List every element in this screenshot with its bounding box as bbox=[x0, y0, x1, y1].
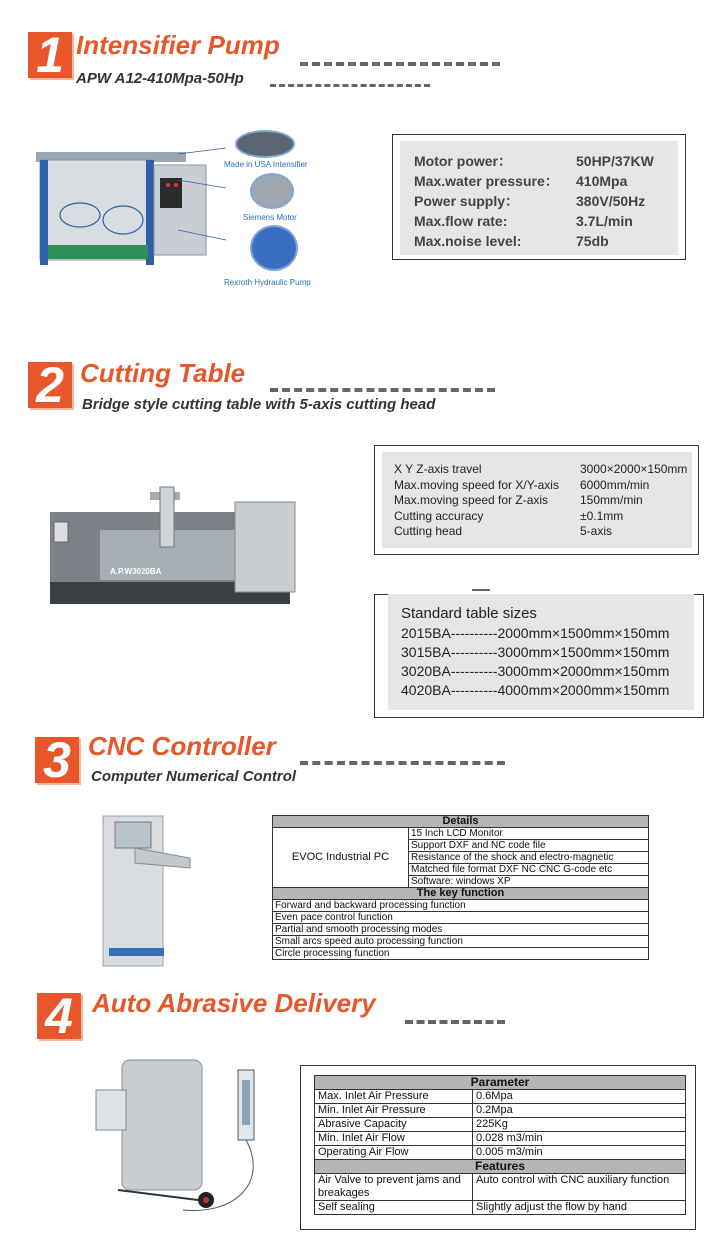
spec-value: 150mm/min bbox=[580, 493, 643, 507]
frame-line bbox=[374, 717, 704, 718]
divider-dashed bbox=[300, 761, 505, 765]
section-number-4: 4 bbox=[37, 993, 81, 1039]
section-subtitle: Bridge style cutting table with 5-axis cutting head bbox=[82, 396, 436, 413]
key-function-cell: Even pace control function bbox=[273, 912, 649, 924]
spec-value: 3.7L/min bbox=[576, 213, 633, 229]
spec-label: Max.flow rate: bbox=[414, 213, 508, 229]
frame-line bbox=[374, 445, 375, 555]
feature-label: Self sealing bbox=[315, 1201, 473, 1215]
spec-label: Max.moving speed for Z-axis bbox=[394, 493, 549, 507]
frame-line bbox=[300, 1065, 696, 1066]
siemens-motor-thumbnail bbox=[250, 173, 294, 209]
rexroth-pump-thumbnail bbox=[250, 225, 298, 271]
spec-label: X Y Z-axis travel bbox=[394, 462, 482, 476]
frame-line bbox=[374, 445, 699, 446]
divider-dashed bbox=[270, 388, 495, 392]
spec-value: 380V/50Hz bbox=[576, 193, 646, 209]
frame-line bbox=[374, 554, 699, 555]
spec-value: 6000mm/min bbox=[580, 477, 650, 492]
param-label: Min. Inlet Air Pressure bbox=[315, 1104, 473, 1118]
size-row: 3015BA----------3000mm×1500mm×150mm bbox=[401, 644, 670, 660]
frame-line bbox=[703, 594, 704, 718]
spec-row bbox=[394, 478, 692, 494]
param-label: Operating Air Flow bbox=[315, 1146, 473, 1160]
sizes-title: Standard table sizes bbox=[401, 605, 537, 622]
key-function-cell: Forward and backward processing function bbox=[273, 900, 649, 912]
spec-label: Motor power： bbox=[414, 153, 512, 169]
spec-value: 410Mpa bbox=[576, 173, 628, 189]
param-value: 0.6Mpa bbox=[473, 1090, 686, 1104]
pc-label: EVOC Industrial PC bbox=[273, 828, 409, 888]
section-title-cnc-controller: CNC Controller bbox=[88, 731, 276, 761]
caption-intensifier: Made in USA Intensifier bbox=[224, 160, 308, 169]
spec-value: 3000×2000×150mm bbox=[580, 462, 688, 476]
pump-spec-box bbox=[400, 141, 678, 255]
size-row: 3020BA----------3000mm×2000mm×150mm bbox=[401, 663, 670, 679]
param-value: 225Kg bbox=[473, 1118, 686, 1132]
key-function-head: The key function bbox=[273, 888, 649, 900]
spec-row bbox=[414, 211, 678, 231]
section-title-auto-abrasive-delivery: Auto Abrasive Delivery bbox=[92, 988, 376, 1018]
abrasive-tank-image bbox=[88, 1050, 278, 1220]
frame-line bbox=[300, 1229, 696, 1230]
section-title-intensifier-pump: Intensifier Pump bbox=[76, 30, 280, 60]
details-cell: Software: windows XP bbox=[409, 876, 649, 888]
spec-value: 50HP/37KW bbox=[576, 153, 654, 169]
spec-label: Cutting accuracy bbox=[394, 508, 484, 523]
feature-value: Slightly adjust the flow by hand bbox=[473, 1201, 686, 1215]
feature-label: Air Valve to prevent jams and breakages bbox=[315, 1174, 473, 1201]
details-cell: 15 Inch LCD Monitor bbox=[409, 828, 649, 840]
param-value: 0.005 m3/min bbox=[473, 1146, 686, 1160]
divider-short bbox=[472, 589, 490, 591]
spec-label: Max.noise level: bbox=[414, 233, 522, 249]
spec-row bbox=[414, 151, 678, 171]
details-cell: Resistance of the shock and electro-magnetic bbox=[409, 852, 649, 864]
key-function-cell: Partial and smooth processing modes bbox=[273, 924, 649, 936]
divider-dashed bbox=[405, 1020, 505, 1024]
intensifier-thumbnail bbox=[235, 130, 295, 158]
key-function-cell: Circle processing function bbox=[273, 948, 649, 960]
section-number-1: 1 bbox=[28, 32, 72, 78]
details-head: Details bbox=[273, 816, 649, 828]
details-cell: Support DXF and NC code file bbox=[409, 840, 649, 852]
param-value: 0.028 m3/min bbox=[473, 1132, 686, 1146]
frame-line bbox=[685, 134, 686, 260]
param-value: 0.2Mpa bbox=[473, 1104, 686, 1118]
frame-line bbox=[300, 1065, 301, 1230]
param-label: Max. Inlet Air Pressure bbox=[315, 1090, 473, 1104]
param-label: Min. Inlet Air Flow bbox=[315, 1132, 473, 1146]
features-head: Features bbox=[315, 1160, 686, 1174]
section-title-cutting-table: Cutting Table bbox=[80, 358, 246, 388]
cutting-table-image bbox=[40, 482, 310, 612]
spec-label: Cutting head bbox=[394, 524, 463, 538]
parameter-head: Parameter bbox=[315, 1076, 686, 1090]
frame-line bbox=[695, 1065, 696, 1230]
divider-dashed bbox=[270, 84, 430, 87]
frame-line bbox=[392, 134, 686, 135]
spec-value: 5-axis bbox=[580, 524, 613, 538]
details-cell: Matched file format DXF NC CNC G-code etc bbox=[409, 864, 649, 876]
spec-value: 75db bbox=[576, 233, 609, 249]
intensifier-pump-image bbox=[28, 140, 228, 270]
feature-value: Auto control with CNC auxiliary function bbox=[473, 1174, 686, 1201]
parameter-table bbox=[314, 1075, 686, 1215]
spec-label: Power supply： bbox=[414, 193, 520, 209]
spec-row bbox=[394, 524, 692, 540]
cnc-controller-image bbox=[95, 808, 195, 978]
spec-row bbox=[414, 191, 678, 211]
cutting-table-spec-box bbox=[382, 452, 692, 548]
spec-row bbox=[394, 462, 692, 478]
section-number-2: 2 bbox=[28, 362, 72, 408]
divider-dashed bbox=[300, 62, 500, 66]
details-table bbox=[272, 815, 649, 960]
spec-value: ±0.1mm bbox=[580, 508, 624, 523]
key-function-cell: Small arcs speed auto processing function bbox=[273, 936, 649, 948]
frame-line bbox=[392, 134, 393, 260]
size-row: 2015BA----------2000mm×1500mm×150mm bbox=[401, 625, 670, 641]
machine-label: A.P.W3020BA bbox=[110, 567, 162, 576]
frame-line bbox=[392, 259, 686, 260]
spec-row bbox=[394, 493, 692, 509]
frame-line bbox=[698, 445, 699, 555]
caption-siemens-motor: Siemens Motor bbox=[243, 213, 297, 222]
param-label: Abrasive Capacity bbox=[315, 1118, 473, 1132]
size-row: 4020BA----------4000mm×2000mm×150mm bbox=[401, 682, 670, 698]
spec-row bbox=[414, 231, 678, 251]
spec-label: Max.water pressure： bbox=[414, 173, 559, 189]
spec-row bbox=[414, 171, 678, 191]
section-number-3: 3 bbox=[35, 737, 79, 783]
section-subtitle: Computer Numerical Control bbox=[91, 768, 297, 785]
frame-line bbox=[374, 594, 375, 718]
spec-label: Max.moving speed for X/Y-axis bbox=[394, 477, 559, 492]
standard-sizes-box bbox=[388, 594, 694, 710]
spec-row bbox=[394, 509, 692, 525]
caption-rexroth-pump: Rexroth Hydraulic Pump bbox=[224, 278, 311, 287]
section-subtitle: APW A12-410Mpa-50Hp bbox=[76, 70, 244, 87]
